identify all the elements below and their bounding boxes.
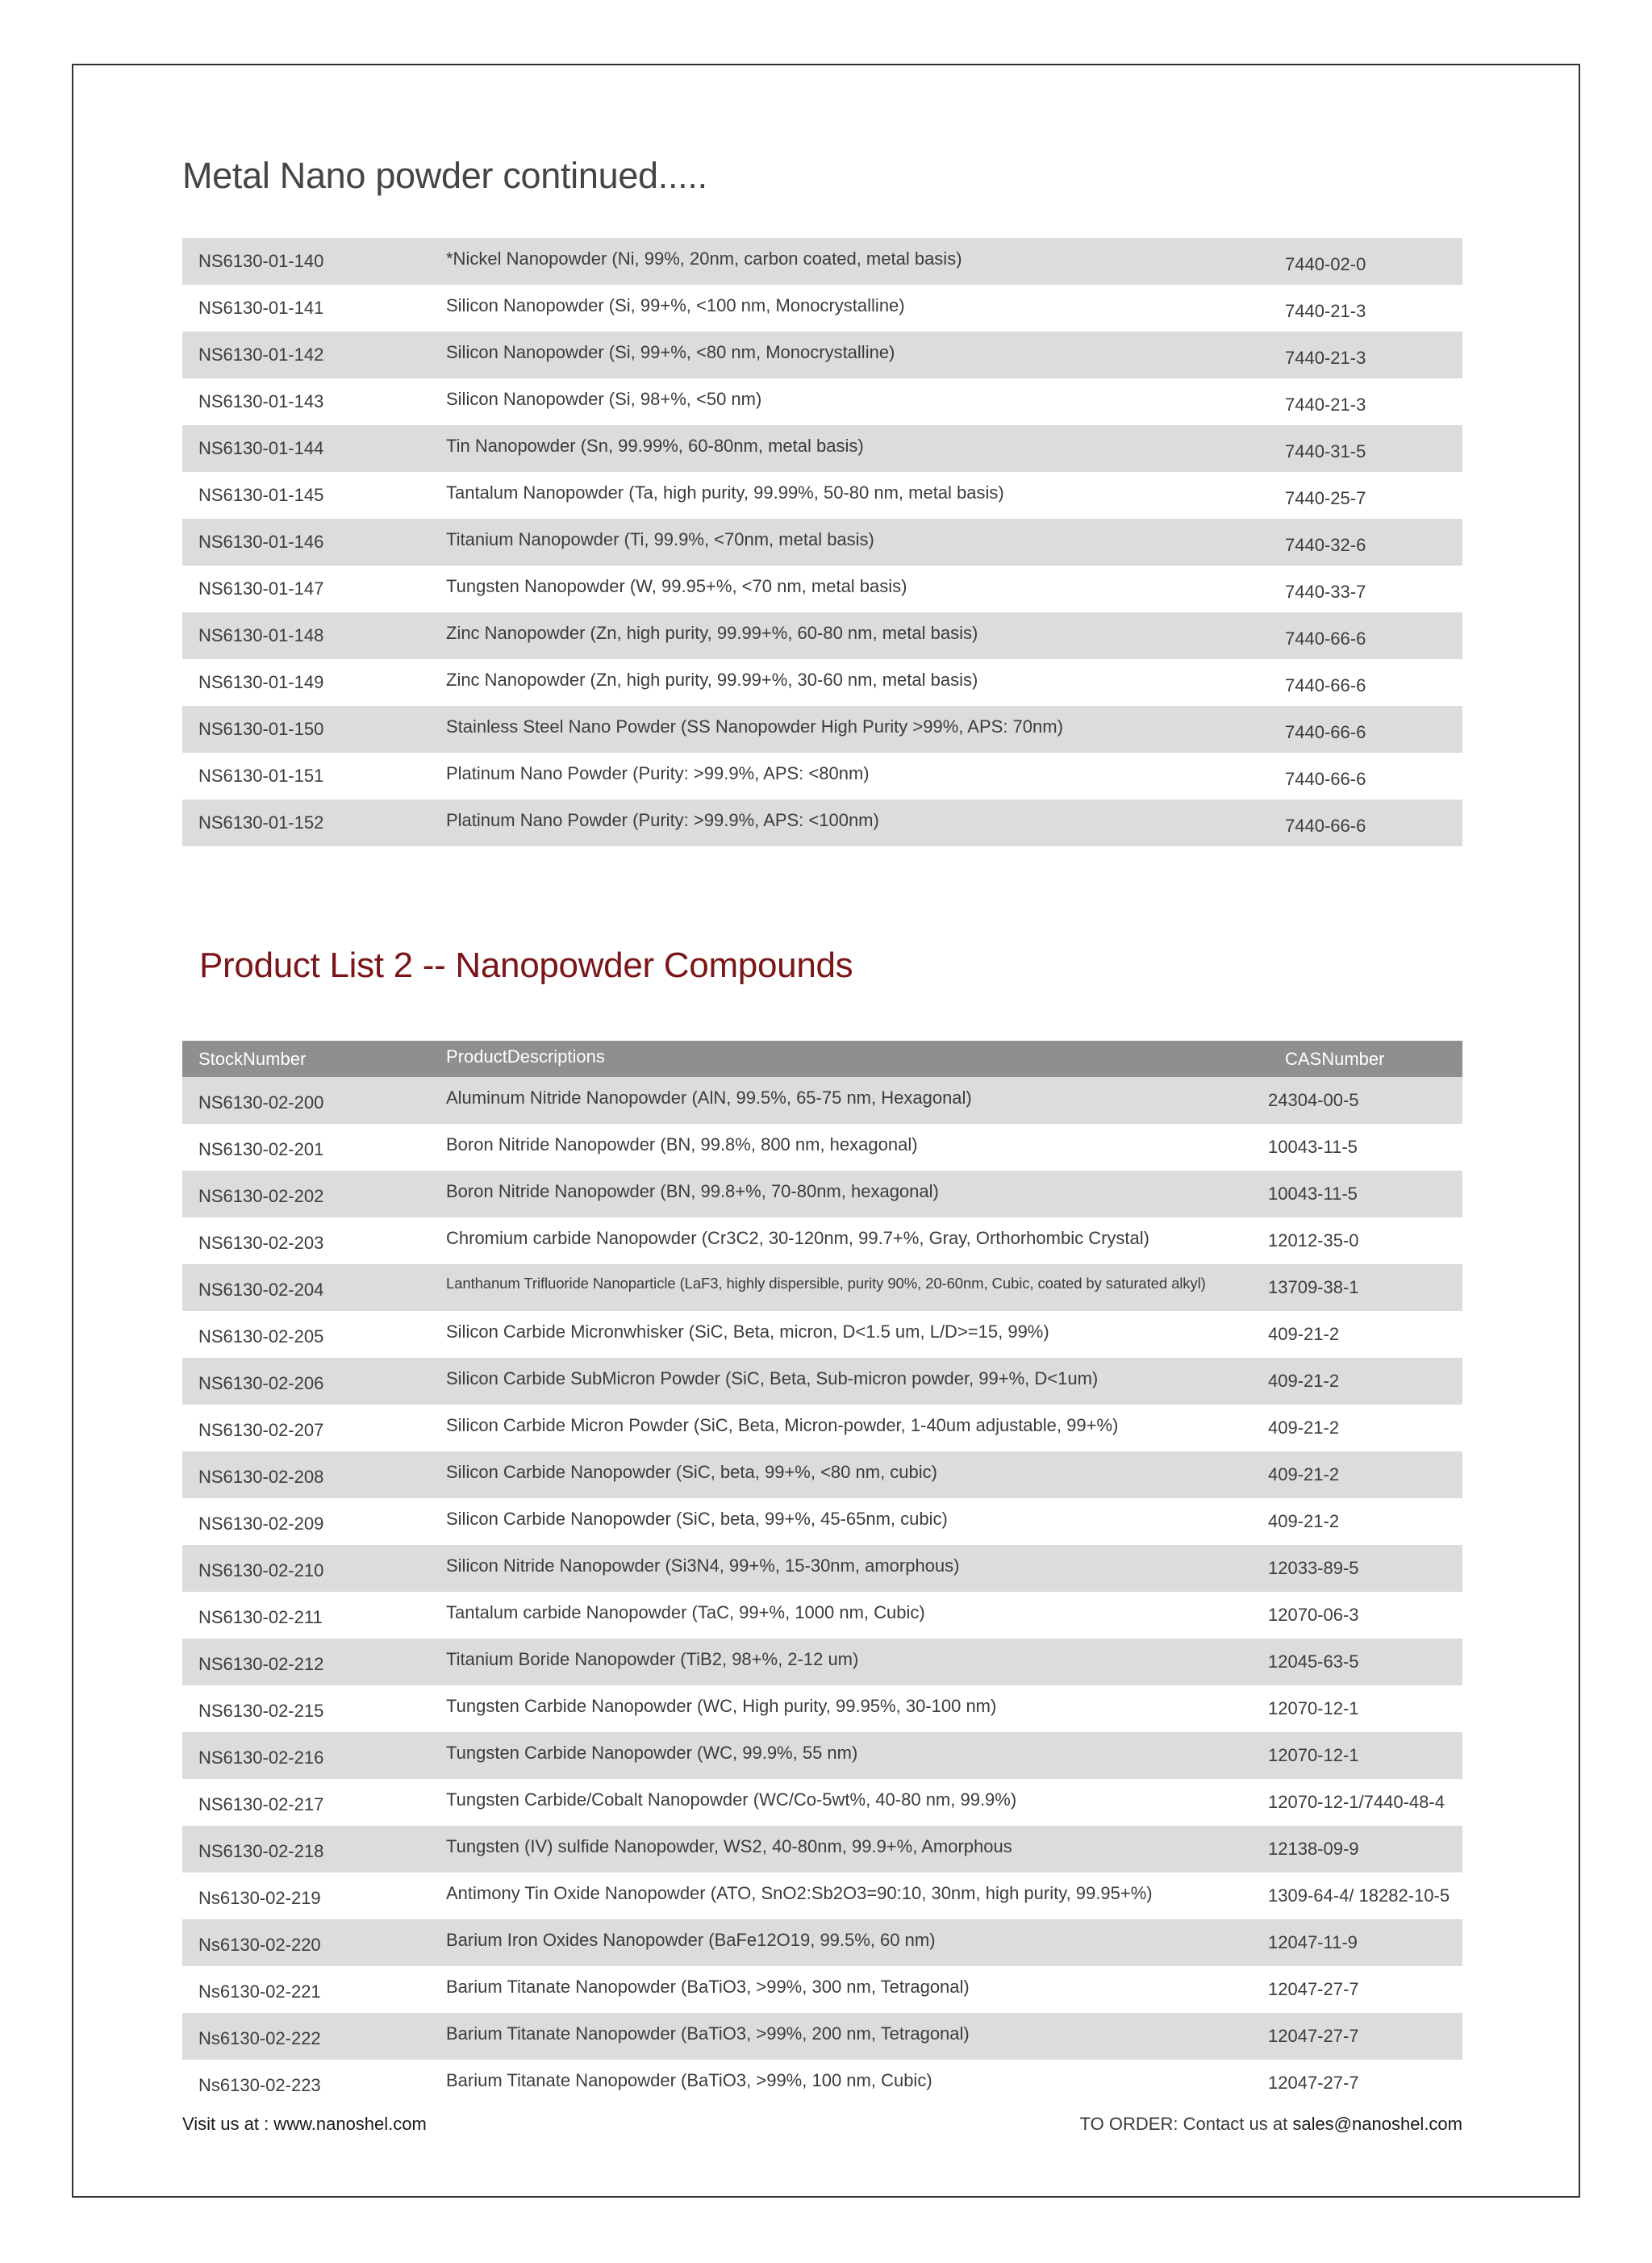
stock-number: NS6130-01-144 xyxy=(198,438,324,458)
cas-number: 7440-02-0 xyxy=(1285,254,1366,274)
stock-number: NS6130-02-211 xyxy=(198,1607,323,1627)
stock-number: NS6130-02-210 xyxy=(198,1560,324,1580)
product-description: Silicon Nitride Nanopowder (Si3N4, 99+%, 15-30nm, amorphous) xyxy=(446,1555,960,1576)
table-row xyxy=(182,1919,1462,1966)
table-row xyxy=(182,378,1462,425)
table-row xyxy=(182,1171,1462,1217)
stock-number: NS6130-02-203 xyxy=(198,1233,324,1253)
cas-number: 12070-06-3 xyxy=(1268,1605,1359,1625)
product-description: Aluminum Nitride Nanopowder (AlN, 99.5%, 65-75 nm, Hexagonal) xyxy=(446,1088,972,1108)
cas-number: 10043-11-5 xyxy=(1268,1184,1358,1204)
stock-number: Ns6130-02-220 xyxy=(198,1935,321,1955)
table-row xyxy=(182,1685,1462,1732)
order-contact xyxy=(1080,2114,1462,2135)
product-description: Barium Titanate Nanopowder (BaTiO3, >99%, 100 nm, Cubic) xyxy=(446,2070,932,2090)
table-row xyxy=(182,1779,1462,1826)
cas-number: 1309-64-4/ 18282-10-5 xyxy=(1268,1885,1450,1906)
table-row xyxy=(182,659,1462,706)
header-product-descriptions: ProductDescriptions xyxy=(446,1046,605,1067)
product-description: Boron Nitride Nanopowder (BN, 99.8%, 800 nm, hexagonal) xyxy=(446,1134,918,1154)
product-description: Platinum Nano Powder (Purity: >99.9%, APS: <80nm) xyxy=(446,763,870,783)
cas-number: 7440-25-7 xyxy=(1285,488,1366,508)
stock-number: NS6130-02-204 xyxy=(198,1280,324,1300)
cas-number: 7440-66-6 xyxy=(1285,816,1366,836)
stock-number: NS6130-01-150 xyxy=(198,719,324,739)
table-row xyxy=(182,2013,1462,2060)
product-description: Boron Nitride Nanopowder (BN, 99.8+%, 70-80nm, hexagonal) xyxy=(446,1181,939,1201)
table-row xyxy=(182,1217,1462,1264)
table-row xyxy=(182,1592,1462,1639)
cas-number: 12138-09-9 xyxy=(1268,1839,1359,1859)
cas-number: 7440-66-6 xyxy=(1285,722,1366,742)
stock-number: NS6130-02-208 xyxy=(198,1467,324,1487)
table-row xyxy=(182,285,1462,332)
cas-number: 12047-11-9 xyxy=(1268,1932,1358,1952)
stock-number: NS6130-01-145 xyxy=(198,485,324,505)
stock-number: NS6130-02-205 xyxy=(198,1326,324,1347)
product-description: Silicon Nanopowder (Si, 99+%, <80 nm, Monocrystalline) xyxy=(446,342,895,362)
cas-number: 12070-12-1 xyxy=(1268,1745,1359,1765)
table-row xyxy=(182,472,1462,519)
cas-number: 24304-00-5 xyxy=(1268,1090,1359,1110)
section2-title: Product List 2 -- Nanopowder Compounds xyxy=(199,946,853,985)
product-description: Tungsten Carbide Nanopowder (WC, High purity, 99.95%, 30-100 nm) xyxy=(446,1696,997,1716)
product-description: Tantalum Nanopowder (Ta, high purity, 99.99%, 50-80 nm, metal basis) xyxy=(446,482,1004,503)
cas-number: 409-21-2 xyxy=(1268,1464,1340,1484)
table-row xyxy=(182,706,1462,753)
stock-number: NS6130-02-217 xyxy=(198,1794,324,1814)
product-description: Barium Titanate Nanopowder (BaTiO3, >99%, 300 nm, Tetragonal) xyxy=(446,1977,970,1997)
stock-number: NS6130-01-142 xyxy=(198,344,324,365)
stock-number: NS6130-01-151 xyxy=(198,766,324,786)
stock-number: NS6130-01-146 xyxy=(198,532,324,552)
table-row xyxy=(182,566,1462,612)
cas-number: 12070-12-1 xyxy=(1268,1698,1359,1718)
stock-number: Ns6130-02-222 xyxy=(198,2028,321,2048)
cas-number: 7440-33-7 xyxy=(1285,582,1366,602)
table-row xyxy=(182,800,1462,846)
product-description: Tin Nanopowder (Sn, 99.99%, 60-80nm, metal basis) xyxy=(446,436,864,456)
table-row xyxy=(182,2060,1462,2106)
product-description: Stainless Steel Nano Powder (SS Nanopowder High Purity >99%, APS: 70nm) xyxy=(446,716,1063,737)
product-description: Chromium carbide Nanopowder (Cr3C2, 30-120nm, 99.7+%, Gray, Orthorhombic Crystal) xyxy=(446,1228,1149,1248)
cas-number: 7440-21-3 xyxy=(1285,348,1366,368)
cas-number: 7440-66-6 xyxy=(1285,675,1366,695)
product-description: Tungsten (IV) sulfide Nanopowder, WS2, 40-80nm, 99.9+%, Amorphous xyxy=(446,1836,1012,1856)
cas-number: 12012-35-0 xyxy=(1268,1230,1359,1250)
cas-number: 409-21-2 xyxy=(1268,1371,1340,1391)
product-description: Antimony Tin Oxide Nanopowder (ATO, SnO2:Sb2O3=90:10, 30nm, high purity, 99.95+%) xyxy=(446,1883,1153,1903)
product-description: Titanium Boride Nanopowder (TiB2, 98+%, 2-12 um) xyxy=(446,1649,859,1669)
stock-number: Ns6130-02-221 xyxy=(198,1981,321,2002)
product-description: Platinum Nano Powder (Purity: >99.9%, APS: <100nm) xyxy=(446,810,879,830)
product-description: Silicon Nanopowder (Si, 99+%, <100 nm, Monocrystalline) xyxy=(446,295,905,315)
table-row xyxy=(182,1966,1462,2013)
compounds-table xyxy=(182,1041,1462,2106)
table-row xyxy=(182,1545,1462,1592)
cas-number: 12033-89-5 xyxy=(1268,1558,1359,1578)
product-description: Tantalum carbide Nanopowder (TaC, 99+%, 1000 nm, Cubic) xyxy=(446,1602,925,1622)
product-description: Silicon Nanopowder (Si, 98+%, <50 nm) xyxy=(446,389,762,409)
cas-number: 409-21-2 xyxy=(1268,1418,1340,1438)
product-description: Silicon Carbide Nanopowder (SiC, beta, 99+%, <80 nm, cubic) xyxy=(446,1462,937,1482)
stock-number: NS6130-01-149 xyxy=(198,672,324,692)
stock-number: NS6130-02-218 xyxy=(198,1841,324,1861)
stock-number: NS6130-02-216 xyxy=(198,1747,324,1768)
product-description: Silicon Carbide SubMicron Powder (SiC, Beta, Sub-micron powder, 99+%, D<1um) xyxy=(446,1368,1099,1388)
table-header xyxy=(182,1041,1462,1077)
cas-number: 7440-32-6 xyxy=(1285,535,1366,555)
table-row xyxy=(182,1873,1462,1919)
stock-number: NS6130-02-215 xyxy=(198,1701,324,1721)
stock-number: NS6130-02-206 xyxy=(198,1373,324,1393)
header-stock-number: StockNumber xyxy=(198,1049,307,1069)
product-description: Tungsten Nanopowder (W, 99.95+%, <70 nm, metal basis) xyxy=(446,576,907,596)
cas-number: 7440-21-3 xyxy=(1285,395,1366,415)
section1-title: Metal Nano powder continued..... xyxy=(182,155,707,196)
cas-number: 12047-27-7 xyxy=(1268,2026,1359,2046)
product-description: Silicon Carbide Nanopowder (SiC, beta, 99+%, 45-65nm, cubic) xyxy=(446,1509,948,1529)
cas-number: 10043-11-5 xyxy=(1268,1137,1358,1157)
stock-number: NS6130-01-141 xyxy=(198,298,324,318)
stock-number: Ns6130-02-219 xyxy=(198,1888,321,1908)
cas-number: 12045-63-5 xyxy=(1268,1651,1359,1672)
table-row xyxy=(182,1732,1462,1779)
table-row xyxy=(182,1639,1462,1685)
product-description: Barium Titanate Nanopowder (BaTiO3, >99%, 200 nm, Tetragonal) xyxy=(446,2023,970,2044)
stock-number: NS6130-01-152 xyxy=(198,812,324,833)
stock-number: NS6130-01-140 xyxy=(198,251,324,271)
stock-number: NS6130-02-200 xyxy=(198,1092,324,1113)
website-link[interactable]: Visit us at : www.nanoshel.com xyxy=(182,2114,427,2134)
order-text: TO ORDER: Contact us at xyxy=(1079,2114,1293,2134)
table-row xyxy=(182,1264,1462,1311)
stock-number: Ns6130-02-223 xyxy=(198,2075,321,2095)
cas-number: 12047-27-7 xyxy=(1268,2073,1359,2093)
table-row xyxy=(182,1451,1462,1498)
product-description: Titanium Nanopowder (Ti, 99.9%, <70nm, metal basis) xyxy=(446,529,874,549)
table-row xyxy=(182,238,1462,285)
email-link[interactable]: sales@nanoshel.com xyxy=(1292,2114,1462,2134)
header-cas-number: CASNumber xyxy=(1285,1049,1385,1069)
table-row xyxy=(182,425,1462,472)
cas-number: 7440-66-6 xyxy=(1285,769,1366,789)
product-description: *Nickel Nanopowder (Ni, 99%, 20nm, carbon coated, metal basis) xyxy=(446,248,962,269)
cas-number: 12047-27-7 xyxy=(1268,1979,1359,1999)
cas-number: 409-21-2 xyxy=(1268,1324,1340,1344)
product-description: Zinc Nanopowder (Zn, high purity, 99.99+%, 60-80 nm, metal basis) xyxy=(446,623,978,643)
product-description: Zinc Nanopowder (Zn, high purity, 99.99+%, 30-60 nm, metal basis) xyxy=(446,670,978,690)
product-description: Barium Iron Oxides Nanopowder (BaFe12O19, 99.5%, 60 nm) xyxy=(446,1930,936,1950)
table-row xyxy=(182,612,1462,659)
cas-number: 13709-38-1 xyxy=(1268,1277,1359,1297)
table-row xyxy=(182,753,1462,800)
product-description: Tungsten Carbide/Cobalt Nanopowder (WC/Co-5wt%, 40-80 nm, 99.9%) xyxy=(446,1789,1017,1810)
cas-number: 7440-66-6 xyxy=(1285,628,1366,649)
stock-number: NS6130-01-143 xyxy=(198,391,324,411)
stock-number: NS6130-02-209 xyxy=(198,1514,324,1534)
metal-nanopowder-table xyxy=(182,238,1462,846)
stock-number: NS6130-01-147 xyxy=(198,578,324,599)
table-row xyxy=(182,1498,1462,1545)
table-row xyxy=(182,332,1462,378)
table-row xyxy=(182,1124,1462,1171)
table-row xyxy=(182,519,1462,566)
product-description: Silicon Carbide Micronwhisker (SiC, Beta, micron, D<1.5 um, L/D>=15, 99%) xyxy=(446,1321,1049,1342)
product-description: Tungsten Carbide Nanopowder (WC, 99.9%, 55 nm) xyxy=(446,1743,858,1763)
stock-number: NS6130-02-207 xyxy=(198,1420,324,1440)
cas-number: 409-21-2 xyxy=(1268,1511,1340,1531)
stock-number: NS6130-01-148 xyxy=(198,625,324,645)
table-row xyxy=(182,1405,1462,1451)
stock-number: NS6130-02-201 xyxy=(198,1139,324,1159)
product-description: Silicon Carbide Micron Powder (SiC, Beta, Micron-powder, 1-40um adjustable, 99+%) xyxy=(446,1415,1119,1435)
cas-number: 12070-12-1/7440-48-4 xyxy=(1268,1792,1445,1812)
cas-number: 7440-31-5 xyxy=(1285,441,1366,461)
table-row xyxy=(182,1826,1462,1873)
table-row xyxy=(182,1077,1462,1124)
cas-number: 7440-21-3 xyxy=(1285,301,1366,321)
product-description: Lanthanum Trifluoride Nanoparticle (LaF3, highly dispersible, purity 90%, 20-60nm, Cubic, coated by saturated alkyl) xyxy=(446,1275,1206,1292)
stock-number: NS6130-02-212 xyxy=(198,1654,324,1674)
stock-number: NS6130-02-202 xyxy=(198,1186,324,1206)
table-row xyxy=(182,1358,1462,1405)
table-row xyxy=(182,1311,1462,1358)
